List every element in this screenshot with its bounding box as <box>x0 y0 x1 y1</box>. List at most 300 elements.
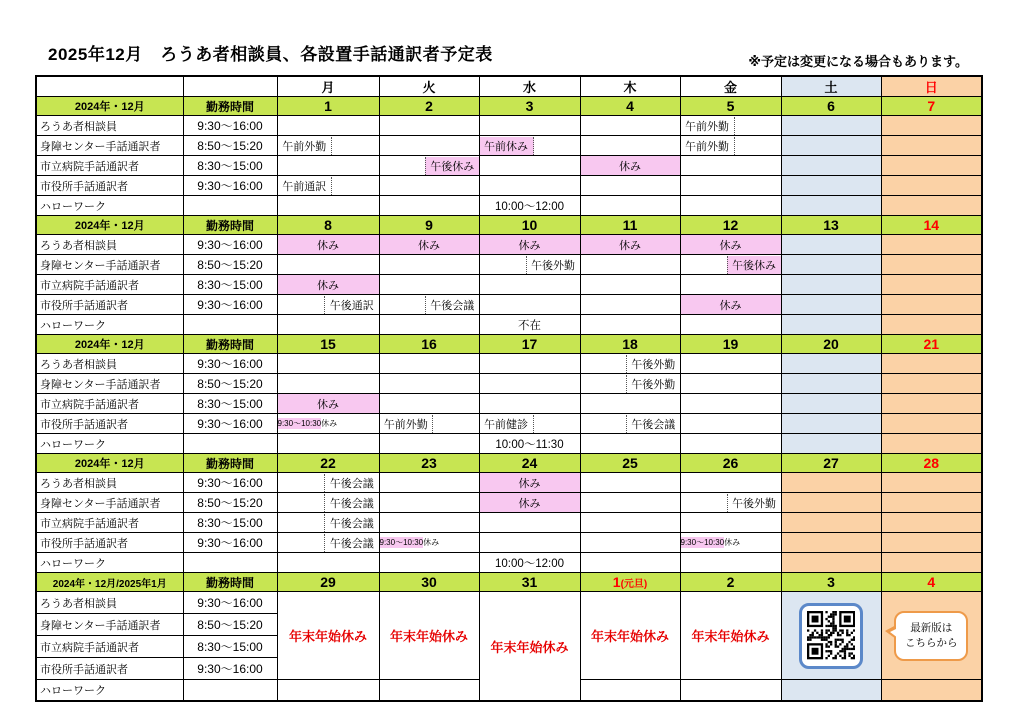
schedule-cell <box>781 473 881 493</box>
schedule-cell <box>277 315 379 335</box>
schedule-table <box>35 75 983 702</box>
schedule-cell <box>379 680 479 702</box>
date-cell: 6 <box>781 97 881 116</box>
row-label: ハローワーク <box>36 680 183 702</box>
schedule-table-wrap <box>35 75 983 702</box>
schedule-cell <box>580 473 680 493</box>
date-cell: 8 <box>277 216 379 235</box>
schedule-cell <box>379 374 479 394</box>
work-hours-header: 勤務時間 <box>183 216 277 235</box>
work-hours <box>183 680 277 702</box>
month-label: 2024年・12月 <box>36 454 183 473</box>
schedule-cell <box>479 533 580 553</box>
schedule-cell <box>277 116 379 136</box>
schedule-row <box>36 493 982 513</box>
morning-note: 午前外勤 <box>681 137 735 155</box>
schedule-cell <box>881 553 982 573</box>
day-header-6: 日 <box>881 76 982 97</box>
schedule-cell <box>680 680 781 702</box>
date-cell: 2 <box>379 97 479 116</box>
schedule-cell <box>680 176 781 196</box>
schedule-row <box>36 414 982 434</box>
work-hours <box>183 315 277 335</box>
schedule-cell <box>680 136 781 156</box>
year-end-holiday: 年末年始休み <box>479 592 580 702</box>
day-off-cell: 休み <box>580 156 680 176</box>
schedule-cell <box>580 374 680 394</box>
row-label: 身障センター手話通訳者 <box>36 493 183 513</box>
schedule-cell <box>680 156 781 176</box>
schedule-cell <box>680 275 781 295</box>
day-off-cell: 休み <box>277 275 379 295</box>
date-cell: 21 <box>881 335 982 354</box>
row-label: 市立病院手話通訳者 <box>36 156 183 176</box>
schedule-cell <box>881 473 982 493</box>
row-label: ハローワーク <box>36 553 183 573</box>
day-header-4: 金 <box>680 76 781 97</box>
schedule-cell <box>881 354 982 374</box>
day-off-cell: 休み <box>680 235 781 255</box>
time-note: 10:00～12:00 <box>494 557 565 570</box>
row-label: 市役所手話通訳者 <box>36 533 183 553</box>
afternoon-note: 午後会議 <box>425 296 478 314</box>
day-header-3: 木 <box>580 76 680 97</box>
work-hours: 9:30～16:00 <box>183 235 277 255</box>
afternoon-note: 午後会議 <box>626 415 679 433</box>
work-hours: 9:30～16:00 <box>183 176 277 196</box>
year-end-holiday: 年末年始休み <box>379 592 479 680</box>
schedule-cell <box>277 434 379 454</box>
work-hours: 9:30～16:00 <box>183 354 277 374</box>
schedule-cell <box>277 680 379 702</box>
row-label: 身障センター手話通訳者 <box>36 374 183 394</box>
schedule-cell <box>781 493 881 513</box>
date-cell: 7 <box>881 97 982 116</box>
page-title: 2025年12月 ろうあ者相談員、各設置手話通訳者予定表 <box>48 45 493 64</box>
work-hours: 8:50～15:20 <box>183 493 277 513</box>
row-label: 市立病院手話通訳者 <box>36 513 183 533</box>
morning-note: 午前外勤 <box>278 137 333 155</box>
year-end-holiday: 年末年始休み <box>277 592 379 680</box>
latest-version-bubble: 最新版は こちらから <box>894 611 968 661</box>
schedule-cell <box>580 295 680 315</box>
schedule-cell <box>277 196 379 216</box>
row-label: 市役所手話通訳者 <box>36 658 183 680</box>
schedule-row <box>36 374 982 394</box>
schedule-row <box>36 592 982 614</box>
work-hours: 9:30～16:00 <box>183 658 277 680</box>
schedule-cell <box>479 196 580 216</box>
schedule-cell <box>680 533 781 553</box>
corner-cell <box>183 76 277 97</box>
schedule-cell <box>277 136 379 156</box>
schedule-cell <box>881 196 982 216</box>
partial-off-note: 9:30～10:30 休み <box>379 538 440 547</box>
schedule-cell <box>379 136 479 156</box>
partial-off-note: 9:30～10:30 休み <box>680 538 741 547</box>
afternoon-off-note: 午後休み <box>425 157 478 175</box>
date-cell: 30 <box>379 573 479 592</box>
week-2-header-row <box>36 216 982 235</box>
date-cell: 3 <box>479 97 580 116</box>
row-label: 市立病院手話通訳者 <box>36 636 183 658</box>
schedule-cell <box>379 255 479 275</box>
row-label: ろうあ者相談員 <box>36 116 183 136</box>
date-cell: 20 <box>781 335 881 354</box>
schedule-cell <box>881 235 982 255</box>
schedule-cell <box>277 374 379 394</box>
row-label: ろうあ者相談員 <box>36 592 183 614</box>
schedule-cell <box>881 275 982 295</box>
schedule-cell <box>379 394 479 414</box>
schedule-cell <box>479 255 580 275</box>
schedule-cell <box>680 315 781 335</box>
schedule-cell <box>580 533 680 553</box>
afternoon-note: 午後会議 <box>324 514 379 532</box>
row-label: 市役所手話通訳者 <box>36 176 183 196</box>
schedule-cell <box>781 136 881 156</box>
schedule-cell <box>881 136 982 156</box>
afternoon-note: 午後会議 <box>324 534 379 552</box>
schedule-cell <box>881 493 982 513</box>
schedule-cell <box>479 275 580 295</box>
row-label: 身障センター手話通訳者 <box>36 255 183 275</box>
schedule-cell <box>479 354 580 374</box>
date-cell: 2 <box>680 573 781 592</box>
schedule-cell <box>781 394 881 414</box>
time-note: 10:00～12:00 <box>494 200 565 213</box>
afternoon-note: 午後会議 <box>324 494 379 512</box>
work-hours-header: 勤務時間 <box>183 335 277 354</box>
row-label: ろうあ者相談員 <box>36 354 183 374</box>
schedule-cell <box>580 414 680 434</box>
work-hours: 8:30～15:00 <box>183 156 277 176</box>
schedule-cell <box>881 374 982 394</box>
row-label: 身障センター手話通訳者 <box>36 614 183 636</box>
work-hours-header: 勤務時間 <box>183 97 277 116</box>
schedule-cell <box>781 196 881 216</box>
schedule-cell <box>881 315 982 335</box>
time-note: 不在 <box>518 319 541 332</box>
schedule-cell <box>580 255 680 275</box>
date-cell: 27 <box>781 454 881 473</box>
schedule-row <box>36 196 982 216</box>
schedule-cell <box>379 434 479 454</box>
schedule-cell <box>580 315 680 335</box>
day-header-5: 土 <box>781 76 881 97</box>
year-end-holiday: 年末年始休み <box>580 592 680 680</box>
schedule-cell <box>680 434 781 454</box>
schedule-cell <box>580 275 680 295</box>
schedule-cell <box>781 315 881 335</box>
schedule-cell <box>881 295 982 315</box>
date-cell: 5 <box>680 97 781 116</box>
work-hours <box>183 196 277 216</box>
date-cell: 3 <box>781 573 881 592</box>
row-label: 身障センター手話通訳者 <box>36 136 183 156</box>
schedule-cell <box>379 156 479 176</box>
schedule-row <box>36 315 982 335</box>
work-hours: 9:30～16:00 <box>183 473 277 493</box>
schedule-row <box>36 235 982 255</box>
schedule-cell <box>277 176 379 196</box>
week-3-header-row <box>36 335 982 354</box>
morning-note: 午前健診 <box>480 415 534 433</box>
schedule-cell <box>881 156 982 176</box>
schedule-row <box>36 533 982 553</box>
schedule-cell <box>277 513 379 533</box>
schedule-cell <box>781 295 881 315</box>
schedule-cell <box>277 553 379 573</box>
schedule-cell <box>680 414 781 434</box>
date-cell: 4 <box>881 573 982 592</box>
date-cell: 24 <box>479 454 580 473</box>
row-label: ハローワーク <box>36 196 183 216</box>
schedule-cell <box>781 156 881 176</box>
schedule-cell <box>781 176 881 196</box>
schedule-cell <box>580 680 680 702</box>
schedule-cell <box>479 434 580 454</box>
date-cell: 17 <box>479 335 580 354</box>
schedule-cell <box>379 315 479 335</box>
schedule-cell <box>479 116 580 136</box>
schedule-cell <box>580 354 680 374</box>
schedule-cell <box>781 275 881 295</box>
day-off-cell: 休み <box>680 295 781 315</box>
schedule-cell <box>379 196 479 216</box>
schedule-cell <box>781 374 881 394</box>
schedule-cell <box>881 680 982 702</box>
afternoon-note: 午後外勤 <box>526 256 580 274</box>
work-hours <box>183 434 277 454</box>
morning-note: 午前外勤 <box>380 415 433 433</box>
week-1-header-row <box>36 97 982 116</box>
schedule-cell <box>680 255 781 275</box>
schedule-cell <box>881 116 982 136</box>
date-cell: 16 <box>379 335 479 354</box>
afternoon-note: 午後外勤 <box>626 355 679 373</box>
date-cell: 15 <box>277 335 379 354</box>
schedule-cell <box>781 354 881 374</box>
schedule-cell <box>781 414 881 434</box>
day-off-cell: 休み <box>277 394 379 414</box>
schedule-cell <box>580 196 680 216</box>
date-cell: 14 <box>881 216 982 235</box>
schedule-cell <box>379 493 479 513</box>
date-cell: 4 <box>580 97 680 116</box>
morning-off-note: 午前休み <box>480 137 534 155</box>
date-cell: 10 <box>479 216 580 235</box>
schedule-cell <box>680 493 781 513</box>
corner-cell <box>36 76 183 97</box>
schedule-row <box>36 255 982 275</box>
date-cell: 12 <box>680 216 781 235</box>
date-cell: 9 <box>379 216 479 235</box>
qr-cell <box>781 592 881 680</box>
work-hours: 9:30～16:00 <box>183 295 277 315</box>
schedule-cell <box>379 553 479 573</box>
schedule-cell <box>580 394 680 414</box>
schedule-cell <box>277 156 379 176</box>
row-label: 市役所手話通訳者 <box>36 295 183 315</box>
date-cell: 13 <box>781 216 881 235</box>
month-label: 2024年・12月 <box>36 216 183 235</box>
schedule-cell <box>379 116 479 136</box>
schedule-cell <box>277 414 379 434</box>
partial-off-note: 9:30～10:30 休み <box>277 419 338 428</box>
schedule-cell <box>781 533 881 553</box>
afternoon-note: 午後通訳 <box>324 296 379 314</box>
schedule-cell <box>881 255 982 275</box>
schedule-cell <box>479 315 580 335</box>
schedule-cell <box>580 176 680 196</box>
schedule-cell <box>680 553 781 573</box>
schedule-row <box>36 434 982 454</box>
time-note: 10:00～11:30 <box>495 438 564 451</box>
day-header-2: 水 <box>479 76 580 97</box>
schedule-cell <box>479 513 580 533</box>
schedule-row <box>36 136 982 156</box>
day-header-row <box>36 76 982 97</box>
day-off-cell: 休み <box>379 235 479 255</box>
schedule-cell <box>379 354 479 374</box>
work-hours-header: 勤務時間 <box>183 454 277 473</box>
schedule-cell <box>479 394 580 414</box>
schedule-cell <box>881 176 982 196</box>
row-label: ハローワーク <box>36 434 183 454</box>
work-hours: 8:30～15:00 <box>183 513 277 533</box>
schedule-row <box>36 156 982 176</box>
date-cell: 25 <box>580 454 680 473</box>
schedule-cell <box>379 473 479 493</box>
schedule-cell <box>781 116 881 136</box>
date-cell: 23 <box>379 454 479 473</box>
schedule-cell <box>277 295 379 315</box>
day-header-1: 火 <box>379 76 479 97</box>
schedule-cell <box>680 116 781 136</box>
day-off-cell: 休み <box>479 235 580 255</box>
schedule-cell <box>781 680 881 702</box>
date-cell: 28 <box>881 454 982 473</box>
schedule-row <box>36 295 982 315</box>
date-cell: 11 <box>580 216 680 235</box>
schedule-cell <box>680 394 781 414</box>
schedule-cell <box>680 354 781 374</box>
year-end-holiday: 年末年始休み <box>680 592 781 680</box>
schedule-cell <box>881 414 982 434</box>
schedule-cell <box>580 434 680 454</box>
date-cell: 31 <box>479 573 580 592</box>
day-off-cell: 休み <box>479 493 580 513</box>
schedule-cell <box>479 414 580 434</box>
work-hours-header: 勤務時間 <box>183 573 277 592</box>
week-5-header-row <box>36 573 982 592</box>
schedule-cell <box>881 533 982 553</box>
qr-code <box>799 603 863 669</box>
afternoon-note: 午後会議 <box>324 474 379 492</box>
schedule-cell <box>781 255 881 275</box>
work-hours: 8:50～15:20 <box>183 255 277 275</box>
schedule-row <box>36 116 982 136</box>
work-hours: 9:30～16:00 <box>183 533 277 553</box>
schedule-cell <box>479 295 580 315</box>
schedule-row <box>36 553 982 573</box>
work-hours: 9:30～16:00 <box>183 592 277 614</box>
row-label: ろうあ者相談員 <box>36 235 183 255</box>
schedule-cell <box>277 473 379 493</box>
schedule-cell <box>680 374 781 394</box>
morning-note: 午前通訳 <box>278 177 333 195</box>
schedule-row <box>36 513 982 533</box>
schedule-cell <box>881 513 982 533</box>
schedule-row <box>36 275 982 295</box>
row-label: 市役所手話通訳者 <box>36 414 183 434</box>
schedule-cell <box>680 513 781 533</box>
day-header-0: 月 <box>277 76 379 97</box>
schedule-row <box>36 354 982 374</box>
date-cell: 19 <box>680 335 781 354</box>
schedule-cell <box>580 553 680 573</box>
schedule-cell <box>379 295 479 315</box>
date-cell: 29 <box>277 573 379 592</box>
date-cell: 26 <box>680 454 781 473</box>
schedule-cell <box>277 255 379 275</box>
work-hours: 8:30～15:00 <box>183 275 277 295</box>
morning-note: 午前外勤 <box>681 117 735 135</box>
row-label: ろうあ者相談員 <box>36 473 183 493</box>
week-4-header-row <box>36 454 982 473</box>
work-hours: 8:30～15:00 <box>183 394 277 414</box>
schedule-cell <box>379 533 479 553</box>
afternoon-note: 午後外勤 <box>727 494 781 512</box>
schedule-cell <box>479 176 580 196</box>
schedule-cell <box>781 434 881 454</box>
work-hours <box>183 553 277 573</box>
schedule-row <box>36 473 982 493</box>
schedule-cell <box>580 136 680 156</box>
schedule-row <box>36 176 982 196</box>
month-label: 2024年・12月 <box>36 335 183 354</box>
row-label: 市立病院手話通訳者 <box>36 275 183 295</box>
schedule-cell <box>580 513 680 533</box>
month-label: 2024年・12月 <box>36 97 183 116</box>
schedule-cell <box>479 136 580 156</box>
schedule-cell <box>479 156 580 176</box>
schedule-cell <box>781 553 881 573</box>
schedule-cell <box>881 434 982 454</box>
schedule-cell <box>479 553 580 573</box>
date-cell: 18 <box>580 335 680 354</box>
work-hours: 8:50～15:20 <box>183 136 277 156</box>
row-label: 市立病院手話通訳者 <box>36 394 183 414</box>
day-off-cell: 休み <box>277 235 379 255</box>
schedule-cell <box>781 235 881 255</box>
schedule-cell <box>277 533 379 553</box>
schedule-cell <box>580 116 680 136</box>
afternoon-off-note: 午後休み <box>727 256 781 274</box>
schedule-cell <box>580 493 680 513</box>
work-hours: 8:50～15:20 <box>183 614 277 636</box>
work-hours: 9:30～16:00 <box>183 414 277 434</box>
schedule-cell <box>680 473 781 493</box>
afternoon-note: 午後外勤 <box>626 375 679 393</box>
schedule-cell <box>277 493 379 513</box>
work-hours: 8:30～15:00 <box>183 636 277 658</box>
schedule-cell <box>277 354 379 374</box>
row-label: ハローワーク <box>36 315 183 335</box>
date-cell: 1 <box>277 97 379 116</box>
schedule-cell <box>680 196 781 216</box>
